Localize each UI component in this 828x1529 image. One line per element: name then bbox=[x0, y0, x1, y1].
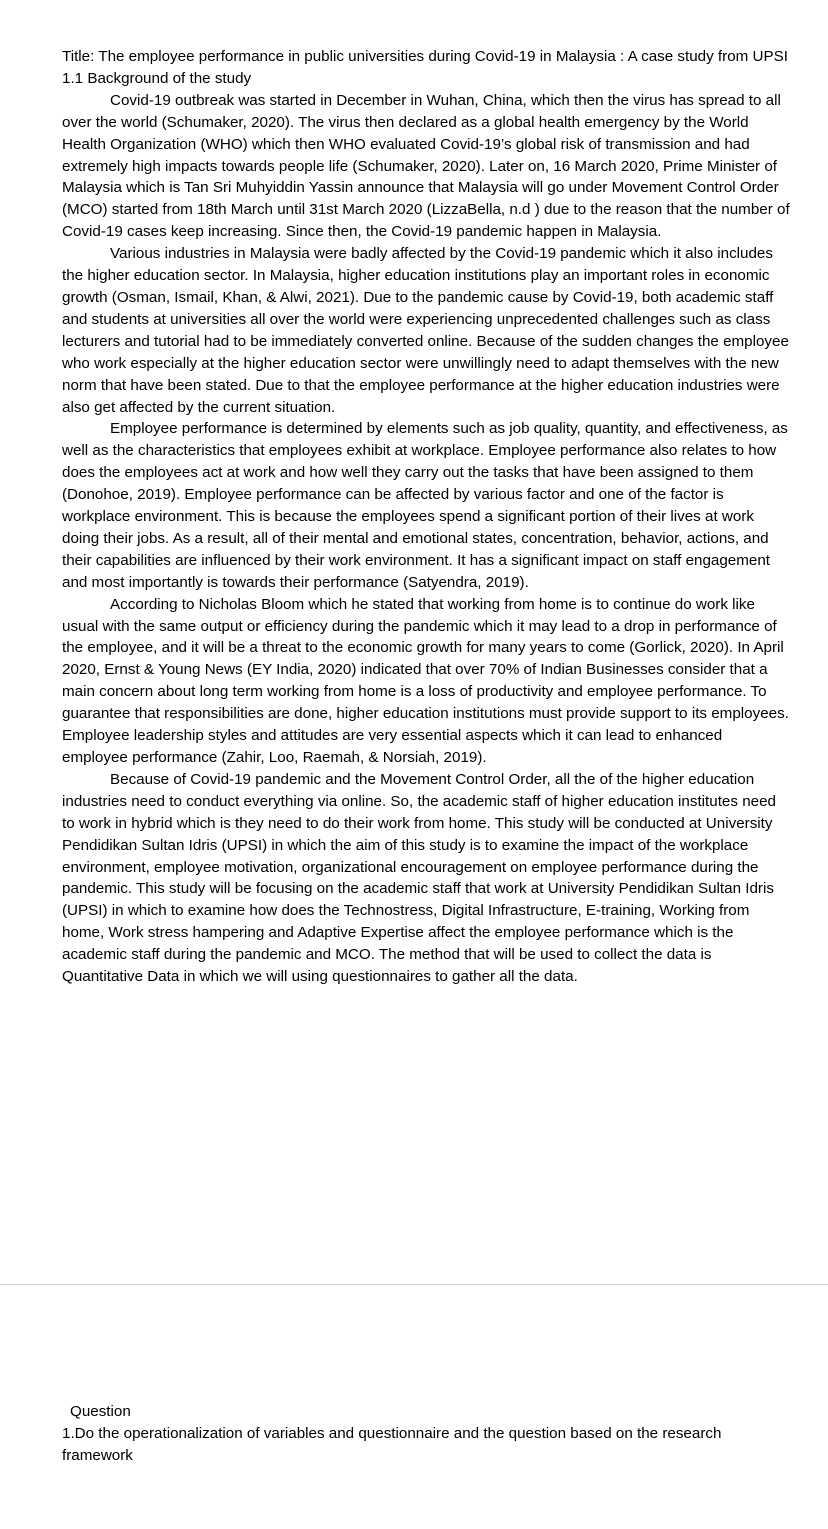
page-divider bbox=[0, 1284, 828, 1285]
paragraph: Because of Covid-19 pandemic and the Movement Control Order, all the of the higher education industries need to conduct everything via online. So, the academic staff of higher education institutes need to work in hybrid which is they need to do their work from home. This study will be conducted at University Pendidikan Sultan Idris (UPSI) in which the aim of this study is to examine the impact of the workplace environment, employee motivation, organizational encouragement on employee performance during the pandemic. This study will be focusing on the academic staff that work at University Pendidikan Sultan Idris (UPSI) in which to examine how does the Technostress, Digital Infrastructure, E-training, Working from home, Work stress hampering and Adaptive Expertise affect the employee performance which is the academic staff during the pandemic and MCO. The method that will be used to collect the data is Quantitative Data in which we will using questionnaires to gather all the data. bbox=[62, 770, 776, 986]
paragraph: According to Nicholas Bloom which he stated that working from home is to continue do work like usual with the same output or efficiency during the pandemic which it may lead to a drop in performance of the employee, and it will be a threat to the economic growth for many years to come (Gorlick, 2020). In April 2020, Ernst & Young News (EY India, 2020) indicated that over 70% of Indian Businesses consider that a main concern about long term working from home is a loss of productivity and employee performance. To guarantee that responsibilities are done, higher education institutions must provide support to its employees. Employee leadership styles and attitudes are very essential aspects which it can lead to enhanced employee performance (Zahir, Loo, Raemah, & Norsiah, 2019). bbox=[62, 595, 789, 766]
paragraph: Employee performance is determined by elements such as job quality, quantity, and effectiveness, as well as the characteristics that employees exhibit at workplace. Employee performance also relates to how does the employees act at work and how well they carry out the tasks that have been assigned to them (Donohoe, 2019). Employee performance can be affected by various factor and one of the factor is workplace environment. This is because the employees spend a significant portion of their lives at work doing their jobs. As a result, all of their mental and emotional states, concentration, behavior, actions, and their capabilities are influenced by their work environment. It has a significant impact on staff engagement and most importantly is towards their performance (Satyendra, 2019). bbox=[62, 420, 788, 591]
paragraph: Various industries in Malaysia were badly affected by the Covid-19 pandemic which it also includes the higher education sector. In Malaysia, higher education institutions play an important roles in economic growth (Osman, Ismail, Khan, & Alwi, 2021). Due to the pandemic cause by Covid-19, both academic staff and students at universities all over the world were experiencing unprecedented challenges such as class lecturers and tutorial had to be immediately converted online. Because of the sudden changes the employee who work especially at the higher education sector were unwillingly need to adapt themselves with the new norm that have been stated. Due to that the employee performance at the higher education industries were also get affected by the current situation. bbox=[62, 245, 789, 416]
document-title: Title: The employee performance in public universities during Covid-19 in Malaysia : A case study from UPSI bbox=[62, 48, 788, 65]
section-heading: 1.1 Background of the study bbox=[62, 69, 252, 87]
question-heading: Question bbox=[70, 1403, 131, 1420]
question-text: 1.Do the operationalization of variables and questionnaire and the question based on the research framework bbox=[62, 1425, 722, 1464]
document-body bbox=[62, 46, 790, 988]
paragraph: Covid-19 outbreak was started in December in Wuhan, China, which then the virus has spread to all over the world (Schumaker, 2020). The virus then declared as a global health emergency by the World Health Organization (WHO) which then WHO evaluated Covid-19’s global risk of transmission and had extremely high impacts towards people life (Schumaker, 2020). Later on, 16 March 2020, Prime Minister of Malaysia which is Tan Sri Muhyiddin Yassin announce that Malaysia will go under Movement Control Order (MCO) started from 18th March until 31st March 2020 (LizzaBella, n.d ) due to the reason that the number of Covid-19 cases keep increasing. Since then, the Covid-19 pandemic happen in Malaysia. bbox=[62, 91, 790, 241]
question-page bbox=[0, 1286, 828, 1529]
